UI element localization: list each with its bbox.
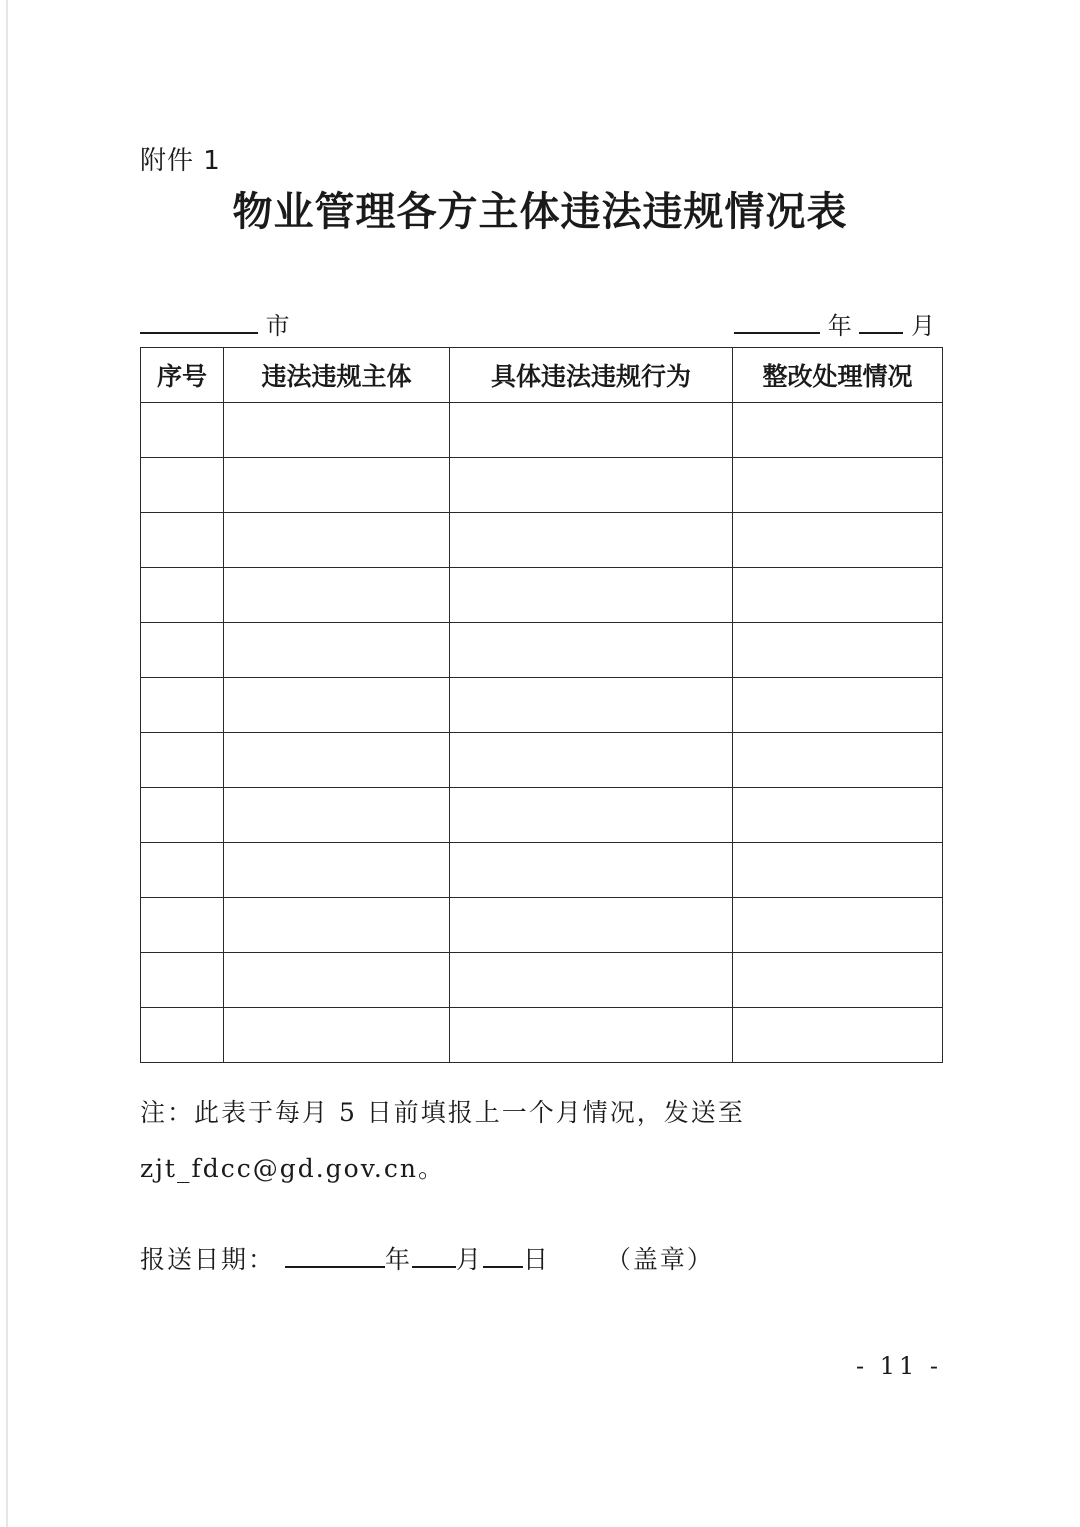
table-cell[interactable]: [224, 843, 450, 898]
table-body: [141, 403, 943, 1063]
seal-label: （盖章）: [605, 1245, 714, 1274]
table-cell[interactable]: [450, 623, 733, 678]
table-note: 注：此表于每月 5 日前填报上一个月情况，发送至 zjt_fdcc@gd.gov.cn。: [140, 1098, 745, 1183]
submit-year-suffix: 年: [384, 1245, 412, 1274]
submit-year-blank[interactable]: [285, 1244, 385, 1268]
table-row: [141, 1008, 943, 1063]
month-suffix: 月: [911, 312, 935, 340]
table-cell[interactable]: [224, 788, 450, 843]
table-row: [141, 623, 943, 678]
table-cell[interactable]: [733, 568, 943, 623]
submit-month-blank[interactable]: [412, 1244, 456, 1268]
table-cell[interactable]: [733, 843, 943, 898]
table-cell[interactable]: [224, 953, 450, 1008]
city-field: [140, 306, 290, 341]
table-cell[interactable]: [450, 788, 733, 843]
table-cell[interactable]: [141, 1008, 224, 1063]
table-cell[interactable]: [733, 458, 943, 513]
year-suffix: 年: [827, 312, 852, 340]
table-row: [141, 843, 943, 898]
table-cell[interactable]: [450, 843, 733, 898]
city-blank[interactable]: [140, 310, 258, 334]
submit-day-blank[interactable]: [483, 1244, 523, 1268]
submit-day-suffix: 日: [523, 1245, 551, 1274]
year-blank[interactable]: [734, 310, 820, 334]
table-cell[interactable]: [141, 953, 224, 1008]
table-cell[interactable]: [733, 403, 943, 458]
table-cell[interactable]: [733, 623, 943, 678]
submit-month-suffix: 月: [455, 1245, 483, 1274]
report-month-field: [734, 306, 935, 341]
table-row: [141, 788, 943, 843]
table-cell[interactable]: [224, 513, 450, 568]
table-cell[interactable]: [450, 953, 733, 1008]
table-cell[interactable]: [450, 678, 733, 733]
table-cell[interactable]: [450, 568, 733, 623]
table-cell[interactable]: [141, 458, 224, 513]
submission-label: 报送日期：: [140, 1245, 276, 1274]
table-cell[interactable]: [733, 733, 943, 788]
violation-table: [140, 347, 943, 1063]
table-cell[interactable]: [733, 953, 943, 1008]
table-cell[interactable]: [224, 568, 450, 623]
attachment-label: 附件 1: [140, 146, 221, 176]
table-row: [141, 733, 943, 788]
month-blank[interactable]: [859, 310, 903, 334]
table-row: [141, 403, 943, 458]
table-cell[interactable]: [224, 898, 450, 953]
column-header-subject: 违法违规主体: [224, 348, 450, 403]
table-cell[interactable]: [733, 788, 943, 843]
table-cell[interactable]: [141, 788, 224, 843]
table-cell[interactable]: [141, 568, 224, 623]
table-cell[interactable]: [224, 1008, 450, 1063]
table-cell[interactable]: [224, 678, 450, 733]
table-row: [141, 513, 943, 568]
table-cell[interactable]: [224, 458, 450, 513]
table-cell[interactable]: [450, 1008, 733, 1063]
document-title: 物业管理各方主体违法违规情况表: [232, 188, 848, 235]
table-cell[interactable]: [141, 513, 224, 568]
table-cell[interactable]: [141, 623, 224, 678]
city-suffix: 市: [265, 312, 290, 340]
table-cell[interactable]: [141, 678, 224, 733]
table-row: [141, 568, 943, 623]
table-cell[interactable]: [141, 403, 224, 458]
table-cell[interactable]: [141, 843, 224, 898]
table-cell[interactable]: [450, 733, 733, 788]
table-cell[interactable]: [450, 898, 733, 953]
table-cell[interactable]: [224, 403, 450, 458]
submission-date-line: [140, 1240, 714, 1276]
column-header-rectification: 整改处理情况: [733, 348, 943, 403]
table-cell[interactable]: [733, 898, 943, 953]
table-row: [141, 953, 943, 1008]
page-number: - 11 -: [855, 1352, 942, 1380]
table-row: [141, 678, 943, 733]
table-cell[interactable]: [224, 623, 450, 678]
table-cell[interactable]: [141, 733, 224, 788]
table-cell[interactable]: [450, 458, 733, 513]
table-cell[interactable]: [450, 403, 733, 458]
table-cell[interactable]: [733, 678, 943, 733]
table-row: [141, 898, 943, 953]
table-header-row: [141, 348, 943, 403]
table-cell[interactable]: [450, 513, 733, 568]
column-header-behavior: 具体违法违规行为: [450, 348, 733, 403]
table-cell[interactable]: [224, 733, 450, 788]
table-cell[interactable]: [141, 898, 224, 953]
column-header-index: 序号: [141, 348, 224, 403]
table-cell[interactable]: [733, 1008, 943, 1063]
table-cell[interactable]: [733, 513, 943, 568]
table-row: [141, 458, 943, 513]
